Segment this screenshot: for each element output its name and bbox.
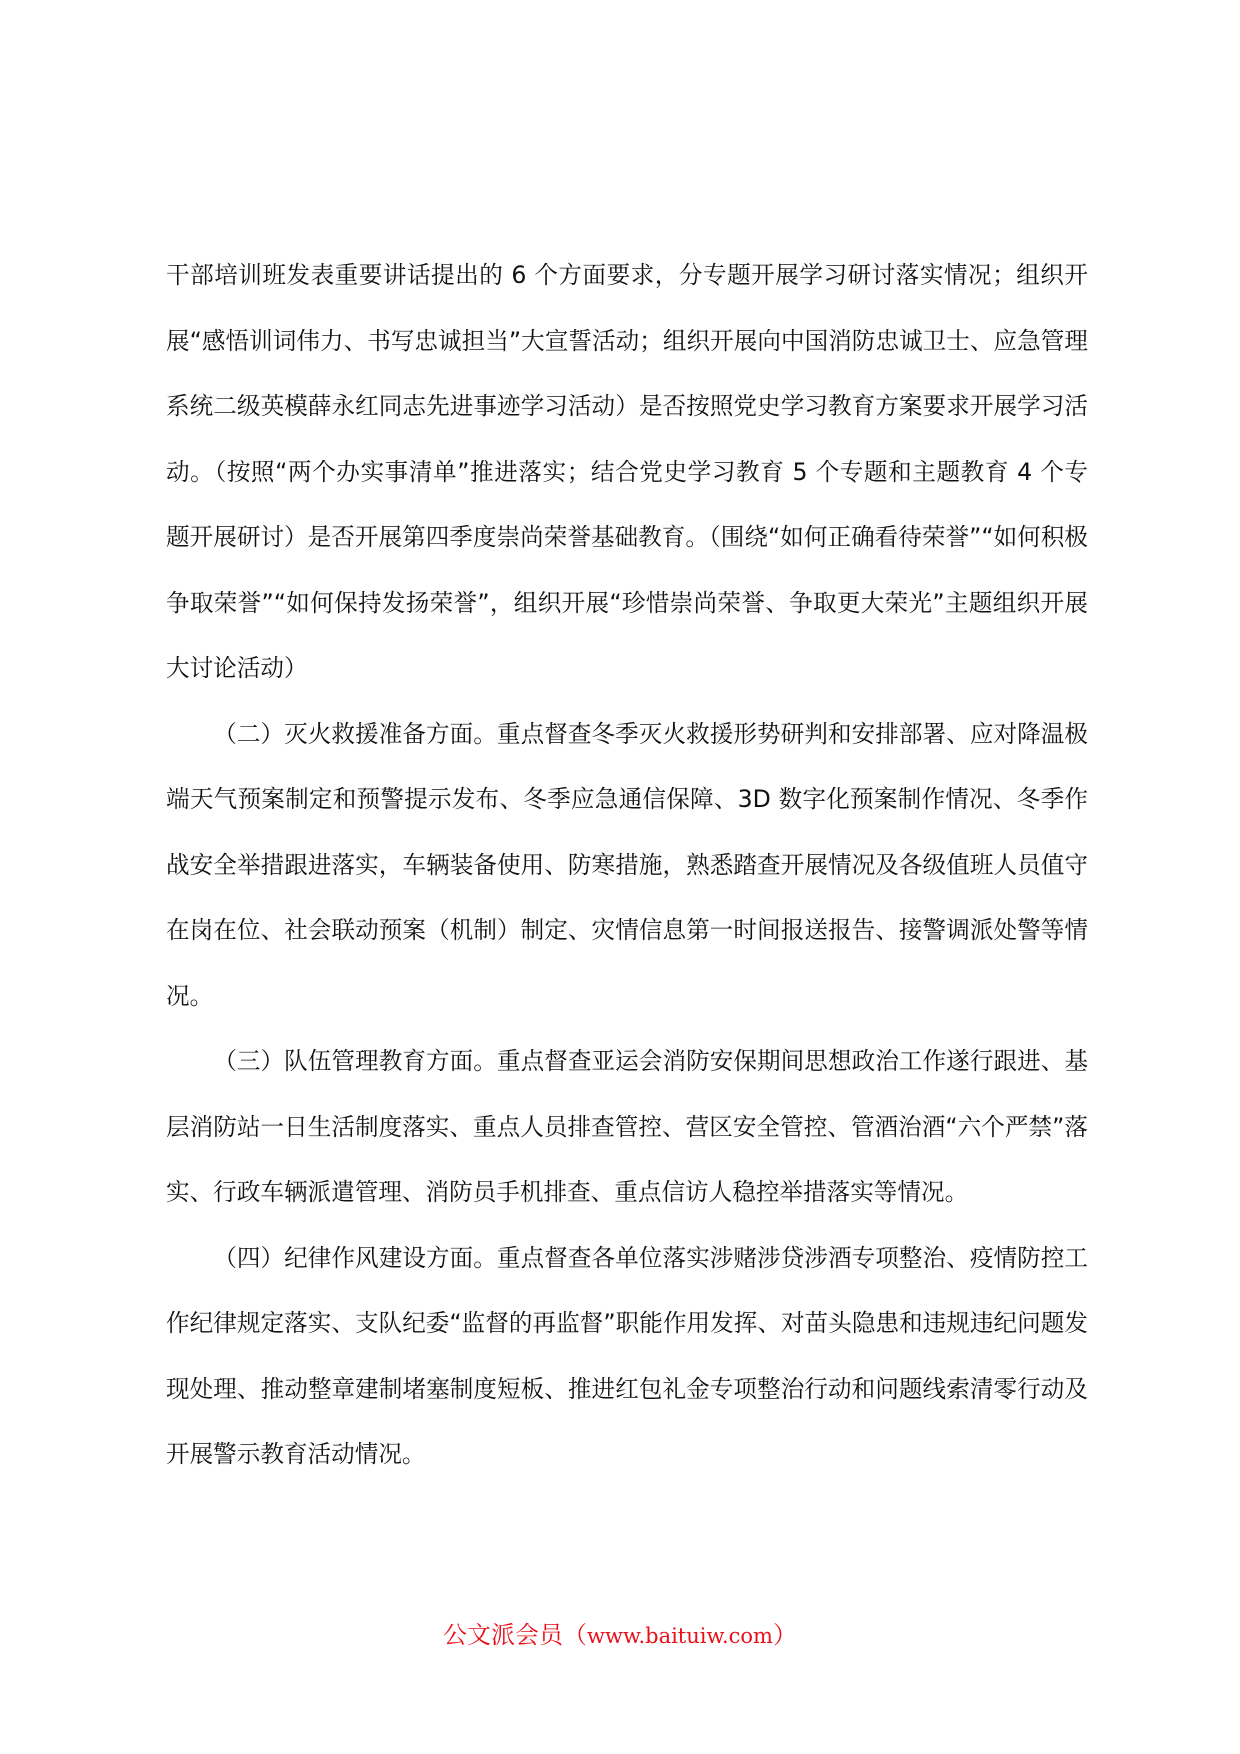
watermark-footer: [0, 1620, 1240, 1651]
paragraph-firefighting-readiness: （二）灭火救援准备方面。重点督查冬季灭火救援形势研判和安排部署、应对降温极端天气预案制定和预警提示发布、冬季应急通信保障、3D 数字化预案制作情况、冬季作战安全举措跟进落实，车辆装备使用、防寒措施，熟悉踏查开展情况及各级值班人员值守在岗在位、社会联动预案（机制）制定、灾情信息第一时间报送报告、接警调派处警等情况。: [166, 719, 1088, 1010]
footer-close: ）: [772, 1621, 797, 1649]
footer-brand: 公文派会员（: [443, 1621, 588, 1649]
footer-url[interactable]: www.baituiw.com: [587, 1624, 773, 1648]
paragraph-discipline: （四）纪律作风建设方面。重点督查各单位落实涉赌涉贷涉酒专项整治、疫情防控工作纪律规定落实、支队纪委“监督的再监督”职能作用发挥、对苗头隐患和违规违纪问题发现处理、推动整章建制堵塞制度短板、推进红包礼金专项整治行动和问题线索清零行动及开展警示教育活动情况。: [166, 1243, 1088, 1468]
document-body: [166, 243, 1088, 1488]
paragraph-team-management: （三）队伍管理教育方面。重点督查亚运会消防安保期间思想政治工作遂行跟进、基层消防站一日生活制度落实、重点人员排查管控、营区安全管控、管酒治酒“六个严禁”落实、行政车辆派遣管理、消防员手机排查、重点信访人稳控举措落实等情况。: [166, 1047, 1088, 1206]
paragraph-continued: 干部培训班发表重要讲话提出的 6 个方面要求，分专题开展学习研讨落实情况；组织开展“感悟训词伟力、书写忠诚担当”大宣誓活动；组织开展向中国消防忠诚卫士、应急管理系统二级英模薛永红同志先进事迹学习活动）是否按照党史学习教育方案要求开展学习活动。（按照“两个办实事清单”推进落实；结合党史学习教育 5 个专题和主题教育 4 个专题开展研讨）是否开展第四季度崇尚荣誉基础教育。（围绕“如何正确看待荣誉”“如何积极争取荣誉”“如何保持发扬荣誉”，组织开展“珍惜崇尚荣誉、争取更大荣光”主题组织开展大讨论活动）: [166, 261, 1088, 682]
